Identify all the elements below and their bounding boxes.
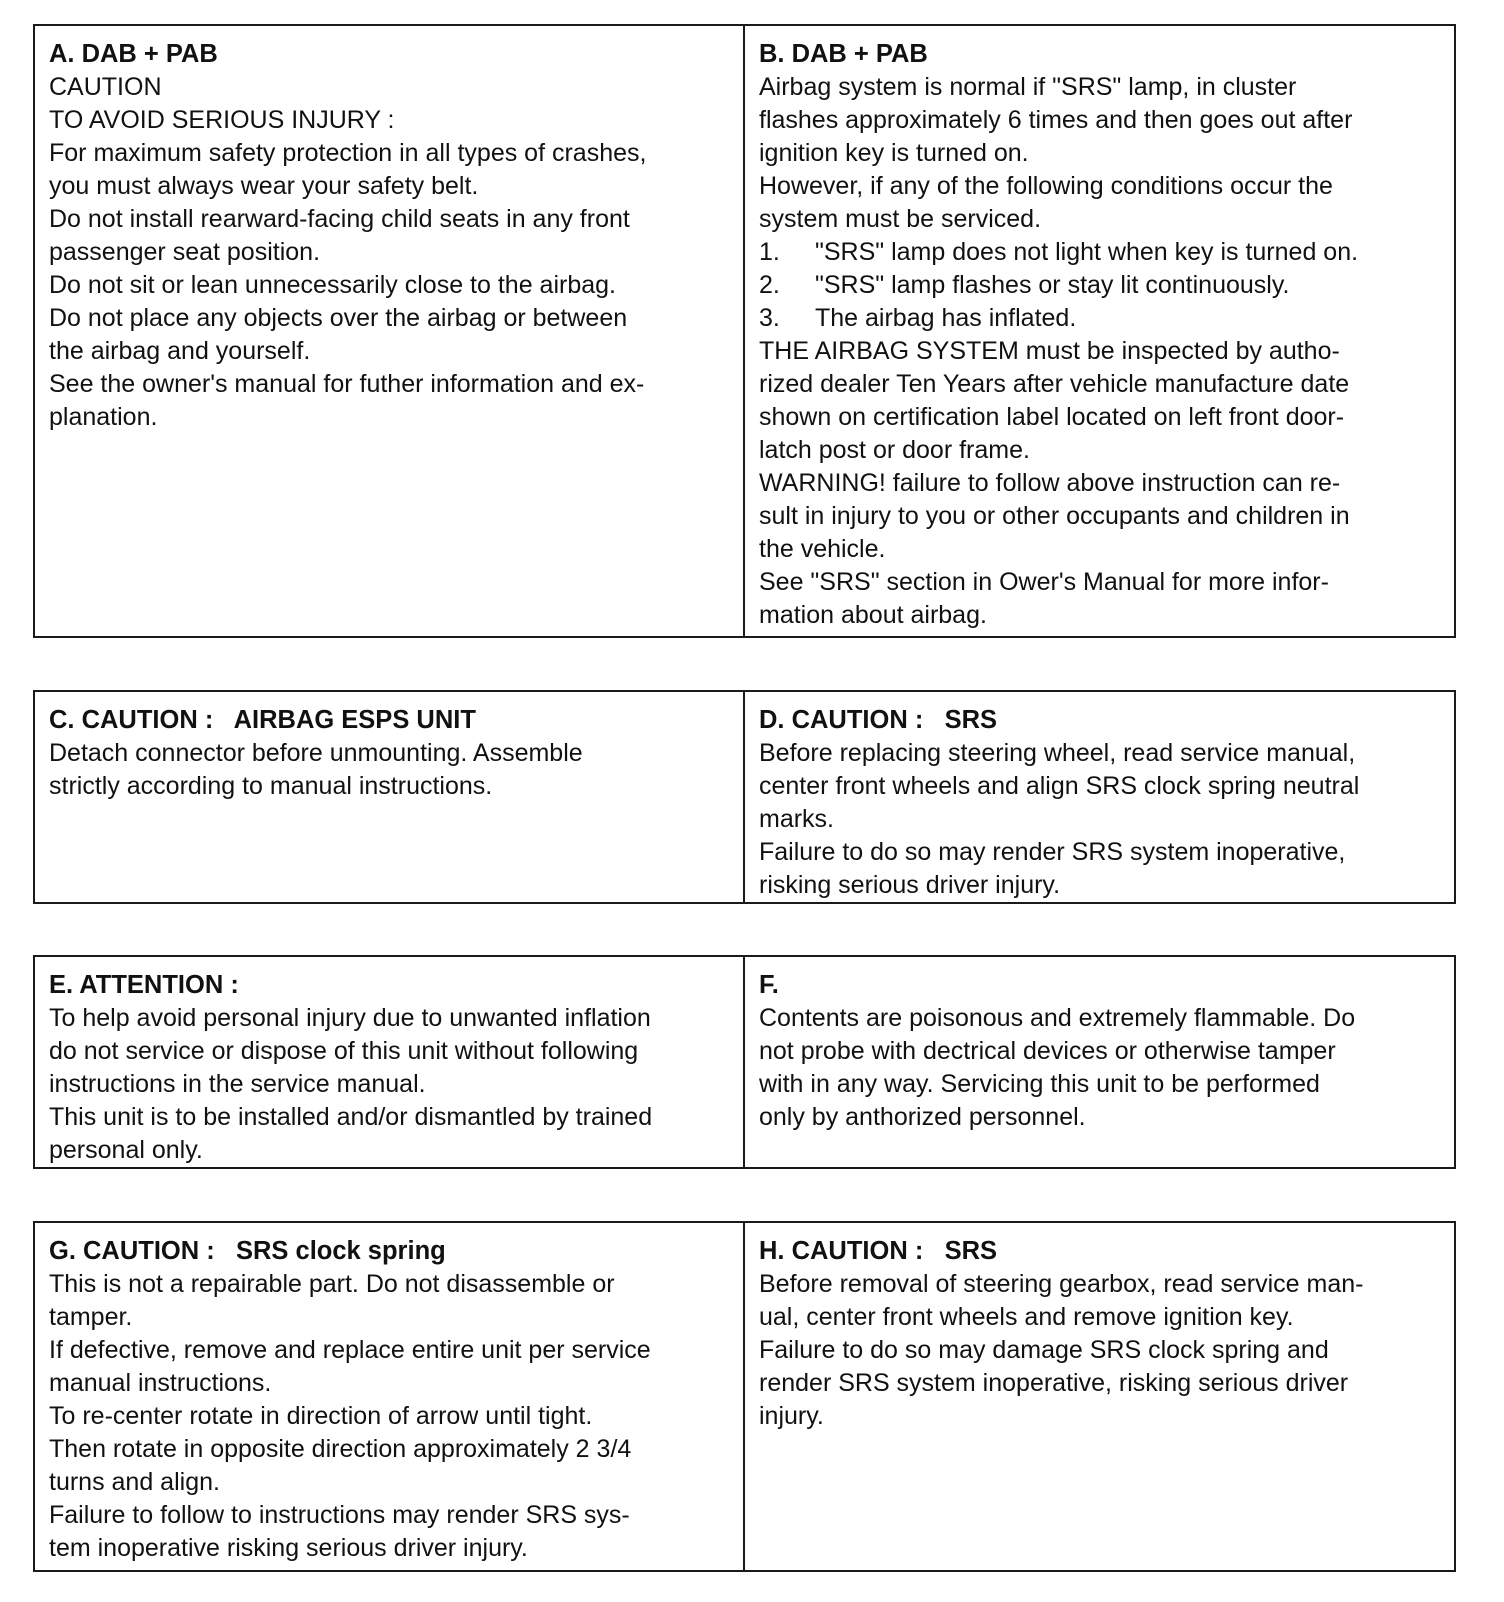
panel-a-line: the airbag and yourself. xyxy=(49,337,311,365)
panel-g-line: Failure to follow to instructions may render SRS sys- xyxy=(49,1501,630,1529)
panel-f-line: Contents are poisonous and extremely flammable. Do xyxy=(759,1004,1356,1032)
panel-a-line: For maximum safety protection in all types of crashes, xyxy=(49,139,647,167)
panel-h xyxy=(745,1223,1454,1570)
panel-a-line: Do not place any objects over the airbag or between xyxy=(49,304,628,332)
list-item-number: 3. xyxy=(759,304,780,332)
panel-b-line: However, if any of the following conditions occur the xyxy=(759,172,1333,200)
panel-b-list-item xyxy=(759,236,1440,269)
panel-h-line: ual, center front wheels and remove ignition key. xyxy=(759,1303,1294,1331)
panel-a-heading: A. DAB + PAB xyxy=(49,40,218,68)
panel-b-line: latch post or door frame. xyxy=(759,436,1030,464)
panel-e-line: To help avoid personal injury due to unwanted inflation xyxy=(49,1004,651,1032)
list-item-text: "SRS" lamp does not light when key is turned on. xyxy=(815,238,1359,266)
panel-e xyxy=(35,957,745,1167)
panel-b-list-item xyxy=(759,269,1440,302)
panel-d-line: center front wheels and align SRS clock spring neutral xyxy=(759,772,1360,800)
panel-c-line: strictly according to manual instructions. xyxy=(49,772,493,800)
panel-a-line: planation. xyxy=(49,403,158,431)
panel-b-line: THE AIRBAG SYSTEM must be inspected by autho- xyxy=(759,337,1340,365)
label-row-ab xyxy=(33,24,1456,638)
panel-b-line: Airbag system is normal if "SRS" lamp, in cluster xyxy=(759,73,1297,101)
panel-e-line: instructions in the service manual. xyxy=(49,1070,426,1098)
panel-f-line: only by anthorized personnel. xyxy=(759,1103,1086,1131)
panel-e-line: personal only. xyxy=(49,1136,203,1164)
panel-h-line: Failure to do so may damage SRS clock spring and xyxy=(759,1336,1329,1364)
panel-h-line: render SRS system inoperative, risking serious driver xyxy=(759,1369,1349,1397)
panel-d-line: Failure to do so may render SRS system inoperative, xyxy=(759,838,1346,866)
panel-e-line: do not service or dispose of this unit without following xyxy=(49,1037,639,1065)
list-item-text: The airbag has inflated. xyxy=(815,304,1077,332)
panel-b-line: flashes approximately 6 times and then goes out after xyxy=(759,106,1353,134)
panel-h-line: injury. xyxy=(759,1402,824,1430)
panel-d-heading: D. CAUTION : SRS xyxy=(759,706,998,734)
panel-a-line: passenger seat position. xyxy=(49,238,321,266)
panel-g xyxy=(35,1223,745,1570)
label-row-cd xyxy=(33,690,1456,904)
panel-a-line: CAUTION xyxy=(49,73,162,101)
panel-c-line: Detach connector before unmounting. Assemble xyxy=(49,739,583,767)
panel-a-line: Do not install rearward-facing child seats in any front xyxy=(49,205,630,233)
panel-a-line: Do not sit or lean unnecessarily close to the airbag. xyxy=(49,271,616,299)
panel-a-line: TO AVOID SERIOUS INJURY : xyxy=(49,106,395,134)
panel-h-line: Before removal of steering gearbox, read service man- xyxy=(759,1270,1364,1298)
label-row-gh xyxy=(33,1221,1456,1572)
panel-g-line: tamper. xyxy=(49,1303,133,1331)
panel-b-line: system must be serviced. xyxy=(759,205,1042,233)
panel-d xyxy=(745,692,1454,902)
label-row-ef xyxy=(33,955,1456,1169)
panel-e-heading: E. ATTENTION : xyxy=(49,971,239,999)
panel-e-line: This unit is to be installed and/or dismantled by trained xyxy=(49,1103,653,1131)
panel-g-line: manual instructions. xyxy=(49,1369,272,1397)
list-item-text: "SRS" lamp flashes or stay lit continuously. xyxy=(815,271,1290,299)
panel-b-line: See "SRS" section in Ower's Manual for more infor- xyxy=(759,568,1329,596)
panel-b-line: shown on certification label located on left front door- xyxy=(759,403,1345,431)
panel-c-heading: C. CAUTION : AIRBAG ESPS UNIT xyxy=(49,706,476,734)
panel-b-line: the vehicle. xyxy=(759,535,886,563)
panel-a xyxy=(35,26,745,636)
panel-g-line: If defective, remove and replace entire unit per service xyxy=(49,1336,651,1364)
panel-f xyxy=(745,957,1454,1167)
panel-a-line: you must always wear your safety belt. xyxy=(49,172,479,200)
panel-b-line: rized dealer Ten Years after vehicle manufacture date xyxy=(759,370,1350,398)
panel-d-line: marks. xyxy=(759,805,834,833)
panel-b-list-item xyxy=(759,302,1440,335)
panel-h-heading: H. CAUTION : SRS xyxy=(759,1237,998,1265)
panel-g-line: This is not a repairable part. Do not disassemble or xyxy=(49,1270,615,1298)
panel-d-line: Before replacing steering wheel, read service manual, xyxy=(759,739,1356,767)
panel-b-line: WARNING! failure to follow above instruction can re- xyxy=(759,469,1341,497)
panel-b-line: mation about airbag. xyxy=(759,601,987,629)
panel-g-line: tem inoperative risking serious driver injury. xyxy=(49,1534,528,1562)
panel-g-line: turns and align. xyxy=(49,1468,220,1496)
panel-f-heading: F. xyxy=(759,971,779,999)
panel-b-line: ignition key is turned on. xyxy=(759,139,1029,167)
panel-f-line: not probe with dectrical devices or otherwise tamper xyxy=(759,1037,1336,1065)
panel-c xyxy=(35,692,745,902)
panel-b-line: sult in injury to you or other occupants and children in xyxy=(759,502,1350,530)
panel-a-line: See the owner's manual for futher information and ex- xyxy=(49,370,645,398)
panel-g-heading: G. CAUTION : SRS clock spring xyxy=(49,1237,446,1265)
panel-b-heading: B. DAB + PAB xyxy=(759,40,928,68)
panel-g-line: Then rotate in opposite direction approximately 2 3/4 xyxy=(49,1435,632,1463)
list-item-number: 2. xyxy=(759,271,780,299)
panel-d-line: risking serious driver injury. xyxy=(759,871,1061,899)
panel-f-line: with in any way. Servicing this unit to be performed xyxy=(759,1070,1320,1098)
list-item-number: 1. xyxy=(759,238,780,266)
panel-g-line: To re-center rotate in direction of arrow until tight. xyxy=(49,1402,593,1430)
panel-b xyxy=(745,26,1454,636)
